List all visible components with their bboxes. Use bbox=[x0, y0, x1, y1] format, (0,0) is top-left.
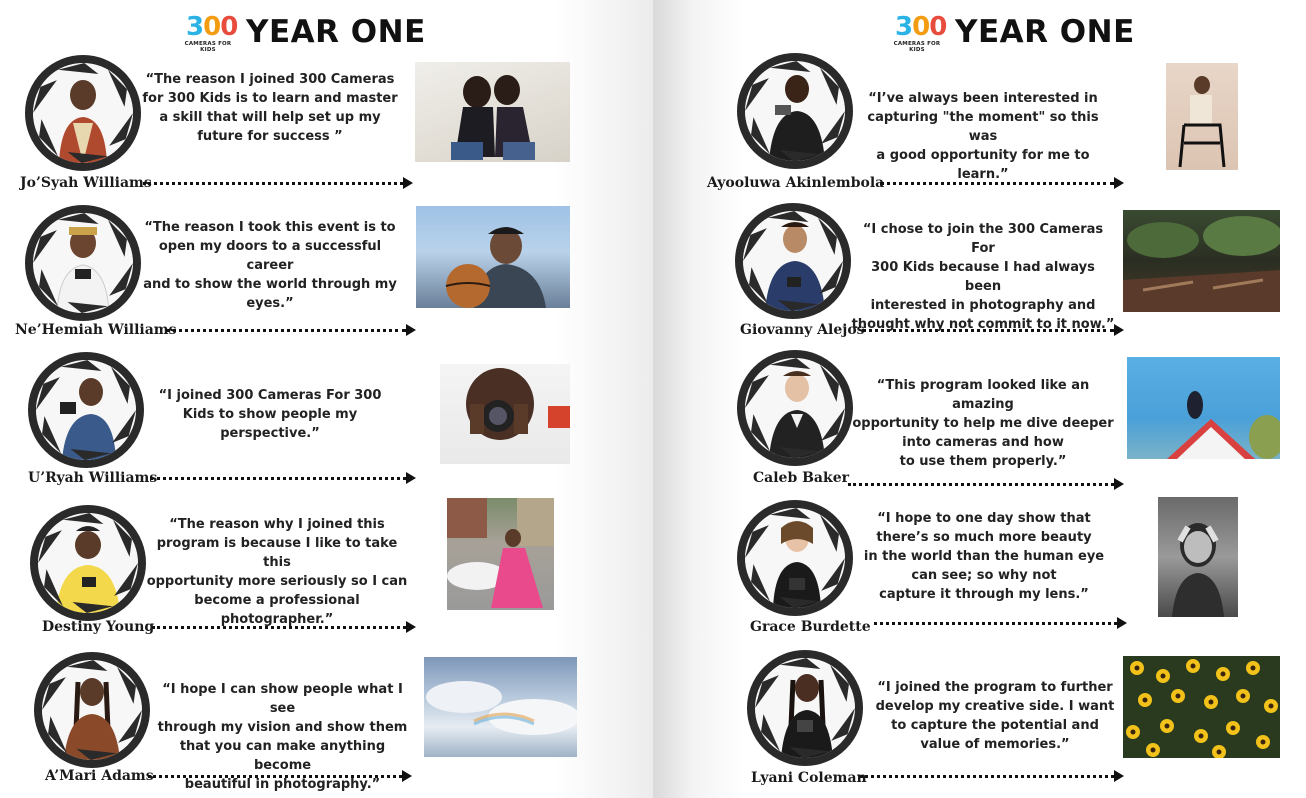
portrait-photo bbox=[33, 63, 133, 163]
student-quote: “I hope I can show people what I see through my vision and show them that you can make anything become beautiful in photography.” bbox=[157, 682, 408, 792]
student-photo bbox=[1127, 357, 1280, 459]
student-photo bbox=[424, 657, 577, 757]
student-name: Grace Burdette bbox=[750, 619, 871, 635]
student-quote: “I chose to join the 300 Cameras For 300 Kids because I had always been interested in photography and thought why not commit to it now.” bbox=[851, 222, 1115, 332]
student-name: U’Ryah Williams bbox=[28, 470, 158, 486]
student-name: Ayooluwa Akinlembola bbox=[707, 175, 885, 191]
student-photo bbox=[447, 498, 554, 610]
portrait-photo bbox=[745, 508, 845, 608]
dotted-arrow-icon bbox=[150, 472, 416, 484]
student-name: Destiny Young bbox=[42, 619, 155, 635]
right-page bbox=[653, 0, 1306, 798]
student-photo bbox=[1123, 656, 1280, 758]
dotted-arrow-icon bbox=[143, 177, 413, 189]
portrait-photo bbox=[33, 213, 133, 313]
portrait-aperture-frame bbox=[737, 53, 853, 169]
student-quote: “The reason I joined 300 Cameras for 300 Kids is to learn and master a skill that will help set up my future for success ” bbox=[142, 72, 398, 144]
portrait-aperture-frame bbox=[34, 652, 150, 768]
student-name: Ne’Hemiah Williams bbox=[15, 322, 177, 338]
student-photo bbox=[415, 62, 570, 162]
portrait-aperture-frame bbox=[25, 205, 141, 321]
portrait-photo bbox=[745, 358, 845, 458]
student-quote: “I’ve always been interested in capturing "the moment" so this was a good opportunity for me to learn.” bbox=[867, 91, 1099, 182]
portrait-aperture-frame bbox=[735, 203, 851, 319]
portrait-aperture-frame bbox=[747, 650, 863, 766]
page-title: YEAR ONE bbox=[955, 14, 1135, 50]
student-name: Jo’Syah Williams bbox=[20, 175, 152, 191]
portrait-aperture-frame bbox=[737, 350, 853, 466]
portrait-photo bbox=[745, 61, 845, 161]
right-page-header bbox=[893, 12, 1135, 52]
portrait-aperture-frame bbox=[25, 55, 141, 171]
student-name: Lyani Coleman bbox=[751, 770, 867, 786]
student-photo bbox=[440, 364, 570, 464]
student-quote: “The reason I took this event is to open my doors to a successful career and to show the world through my eyes.” bbox=[143, 220, 397, 311]
student-name: A’Mari Adams bbox=[45, 768, 154, 784]
student-photo bbox=[1166, 63, 1238, 170]
student-quote: “This program looked like an amazing opportunity to help me dive deeper into cameras and how to use them properly.” bbox=[852, 378, 1114, 469]
portrait-aperture-frame bbox=[737, 500, 853, 616]
dotted-arrow-icon bbox=[874, 617, 1127, 629]
portrait-photo bbox=[743, 211, 843, 311]
portrait-photo bbox=[38, 513, 138, 613]
student-quote: “I joined 300 Cameras For 300 Kids to show people my perspective.” bbox=[158, 388, 382, 441]
student-photo bbox=[416, 206, 570, 308]
student-name: Caleb Baker bbox=[753, 470, 849, 486]
student-quote: “I joined the program to further develop my creative side. I want to capture the potential and value of memories.” bbox=[875, 680, 1115, 752]
dotted-arrow-icon bbox=[860, 770, 1124, 782]
portrait-photo bbox=[755, 658, 855, 758]
dotted-arrow-icon bbox=[166, 324, 416, 336]
portrait-photo bbox=[42, 660, 142, 760]
portrait-aperture-frame bbox=[28, 352, 144, 468]
left-page-header bbox=[184, 12, 426, 52]
portrait-aperture-frame bbox=[30, 505, 146, 621]
cameras-for-kids-logo: 300 CAMERAS FOR KIDS bbox=[184, 12, 238, 53]
student-quote: “I hope to one day show that there’s so much more beauty in the world than the human eye can see; so why not capture it through my lens.” bbox=[863, 511, 1105, 602]
dotted-arrow-icon bbox=[848, 478, 1124, 490]
student-name: Giovanny Alejos bbox=[740, 322, 865, 338]
cameras-for-kids-logo: 300 CAMERAS FOR KIDS bbox=[893, 12, 947, 53]
student-photo bbox=[1123, 210, 1280, 312]
page-title: YEAR ONE bbox=[246, 14, 426, 50]
student-quote: “The reason why I joined this program is because I like to take this opportunity more seriously so I can become a professional photographer.” bbox=[146, 517, 408, 627]
student-photo bbox=[1158, 497, 1238, 617]
portrait-photo bbox=[36, 360, 136, 460]
